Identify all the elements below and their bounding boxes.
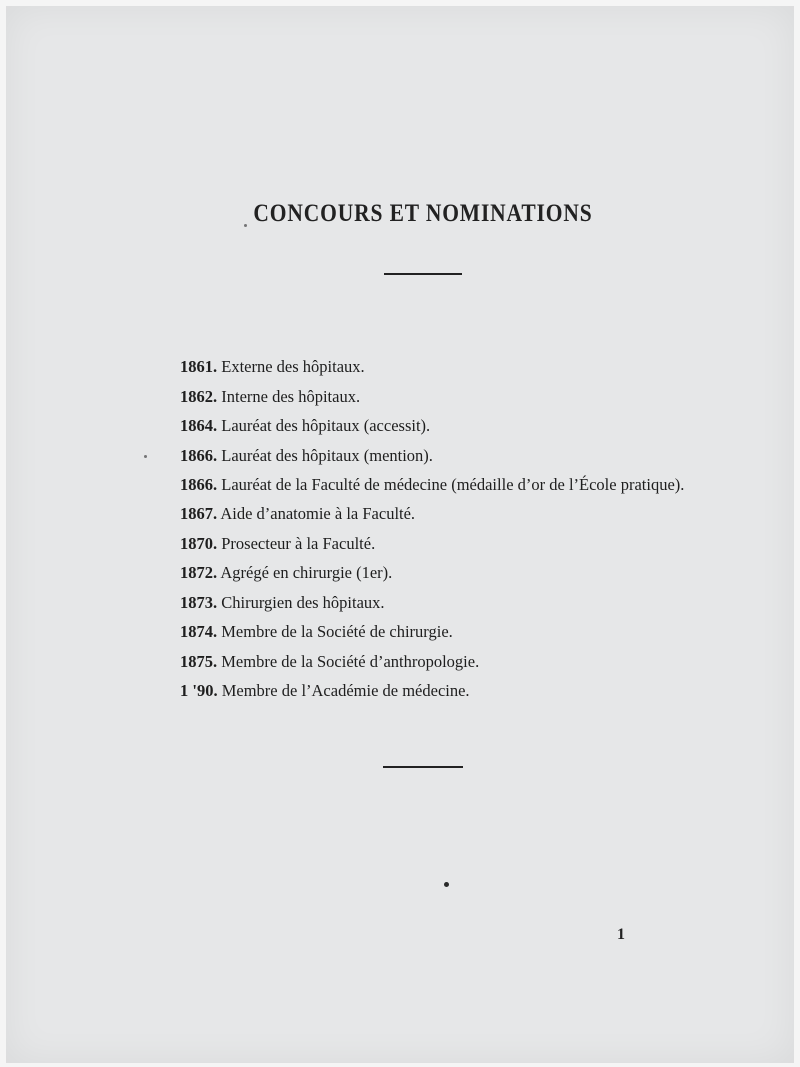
entry-year: 1867.: [180, 504, 218, 523]
bottom-divider: [383, 766, 463, 768]
list-item: [162, 558, 692, 588]
entry-text: Chirurgien des hôpitaux.: [221, 592, 385, 612]
entry-text: Prosecteur à la Faculté.: [221, 533, 376, 553]
entry-year: 1866.: [180, 475, 218, 494]
entry-text: Lauréat des hôpitaux (mention).: [221, 445, 433, 465]
list-item: [162, 617, 692, 647]
entry-year: 1875.: [180, 651, 218, 671]
entry-text: Agrégé en chirurgie (1er).: [220, 563, 393, 582]
list-item: [162, 529, 692, 559]
entry-year: 1866.: [180, 445, 218, 465]
list-item: [162, 588, 692, 618]
page-number: 1: [617, 926, 625, 943]
entry-text: Aide d’anatomie à la Faculté.: [220, 504, 416, 523]
entry-text: Lauréat de la Faculté de médecine (médaille d’or de l’École pratique).: [221, 475, 685, 494]
list-item: [162, 647, 692, 677]
entry-year: 1862.: [180, 386, 218, 406]
entry-text: Membre de l’Académie de médecine.: [221, 681, 470, 700]
entry-year: 1861.: [180, 357, 218, 376]
entry-text: Lauréat des hôpitaux (accessit).: [221, 416, 431, 435]
list-item: [162, 499, 692, 529]
ink-speck: [144, 455, 147, 458]
entry-year: 1864.: [180, 416, 218, 435]
list-item: [162, 411, 692, 441]
entry-text: Membre de la Société de chirurgie.: [221, 622, 453, 641]
entry-text: Interne des hôpitaux.: [221, 386, 361, 406]
top-divider: [384, 273, 462, 275]
list-item: [162, 676, 692, 706]
ink-speck: [244, 224, 247, 227]
entry-year: 1870.: [180, 533, 218, 553]
list-item: [162, 382, 692, 412]
list-item: [162, 441, 692, 471]
page-title: [59, 200, 747, 228]
entry-year: 1874.: [180, 622, 218, 641]
list-item: [162, 470, 692, 499]
list-item: [162, 352, 692, 382]
ink-speck: [444, 882, 449, 887]
entry-text: Membre de la Société d’anthropologie.: [221, 651, 480, 671]
entry-year: 1873.: [180, 592, 218, 612]
nominations-list: [162, 352, 692, 706]
entry-year: 1 '90.: [180, 681, 218, 700]
title-text: CONCOURS ET NOMINATIONS: [253, 200, 593, 227]
entry-text: Externe des hôpitaux.: [221, 357, 365, 376]
entry-year: 1872.: [180, 563, 218, 582]
